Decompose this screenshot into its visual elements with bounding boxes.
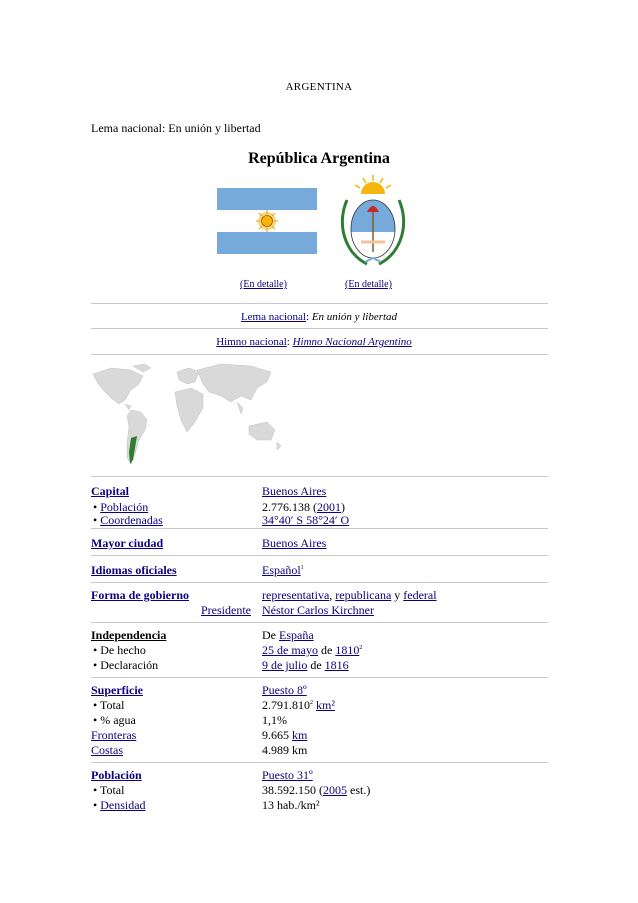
- superficie-total-row: • Total: [93, 698, 125, 712]
- gobierno-comma: ,: [329, 588, 333, 602]
- capital-poblacion-row: • Población: [93, 500, 149, 514]
- fronteras-unit-link[interactable]: km: [292, 728, 308, 742]
- poblacion-total-suffix: est.): [350, 783, 371, 797]
- divider: [91, 354, 548, 355]
- poblacion-total-row: • Total: [93, 783, 125, 797]
- independencia-link[interactable]: España: [279, 628, 314, 642]
- fronteras-label[interactable]: Fronteras: [91, 728, 137, 742]
- coat-of-arms-of-argentina[interactable]: [333, 172, 413, 272]
- world-map-land: [93, 364, 281, 450]
- idiomas-note: 1: [300, 565, 304, 571]
- capital-poblacion-year[interactable]: 2001: [317, 500, 341, 514]
- coat-of-arms-detail-link[interactable]: (En detalle): [345, 279, 392, 290]
- agua-row: • % agua: [93, 713, 136, 727]
- gobierno-value-row: [262, 588, 437, 603]
- fronteras-value: 9.665: [262, 728, 289, 742]
- anthem-label-link[interactable]: Himno nacional: [216, 336, 287, 348]
- anthem-value-link[interactable]: Himno Nacional Argentino: [292, 336, 412, 348]
- infobox-anthem: [0, 336, 628, 348]
- superficie-total-value-row: [262, 698, 335, 713]
- hecho-label: De hecho: [100, 643, 146, 657]
- hecho-value-row: [262, 643, 362, 658]
- divider: [91, 762, 548, 763]
- gobierno-v3[interactable]: federal: [403, 588, 437, 602]
- capital-coords-row: • Coordenadas: [93, 513, 163, 527]
- densidad-value: 13 hab./km²: [262, 798, 320, 812]
- gobierno-and: y: [394, 588, 401, 602]
- capital-coords-value[interactable]: 34°40′ S 58°24′ O: [262, 513, 350, 527]
- superficie-total-label: Total: [99, 698, 125, 712]
- superficie-unit-link[interactable]: km²: [316, 698, 335, 712]
- agua-label: % agua: [100, 713, 136, 727]
- divider: [91, 303, 548, 304]
- motto-label-link[interactable]: Lema nacional: [240, 311, 306, 323]
- flag-stripe-top: [217, 188, 317, 210]
- poblacion-total-year[interactable]: 2005: [323, 783, 347, 797]
- capital-coords-label[interactable]: Coordenadas: [100, 513, 163, 527]
- mayor-ciudad-value[interactable]: Buenos Aires: [262, 536, 327, 550]
- divider: [91, 622, 548, 623]
- mayor-ciudad-label[interactable]: Mayor ciudad: [91, 536, 164, 550]
- hecho-row: • De hecho: [93, 643, 146, 657]
- declaracion-label: Declaración: [100, 658, 159, 672]
- independencia-label: Independencia: [91, 628, 167, 642]
- motto-line: Lema nacional: En unión y libertad: [91, 121, 261, 135]
- superficie-total-note: 2: [310, 700, 313, 706]
- hecho-year[interactable]: 1810: [335, 643, 360, 657]
- capital-poblacion-value-row: 2.776.138 (2001): [262, 500, 345, 514]
- declaracion-de: de: [310, 658, 322, 672]
- infobox-title: República Argentina: [248, 150, 390, 167]
- anthem-separator: :: [286, 336, 290, 348]
- densidad-row: • Densidad: [93, 798, 146, 812]
- flag-detail-link[interactable]: (En detalle): [240, 279, 287, 290]
- declaracion-year[interactable]: 1816: [324, 658, 349, 672]
- independencia-prefix: De: [262, 628, 276, 642]
- world-map-location[interactable]: [91, 360, 286, 468]
- capital-poblacion-label[interactable]: Población: [100, 500, 149, 514]
- poblacion-total-label: Total: [99, 783, 125, 797]
- flag-of-argentina[interactable]: [217, 188, 317, 254]
- divider: [91, 555, 548, 556]
- idiomas-value[interactable]: Español: [262, 563, 301, 577]
- idiomas-label[interactable]: Idiomas oficiales: [91, 563, 177, 577]
- declaracion-date[interactable]: 9 de julio: [262, 658, 308, 672]
- capital-label[interactable]: Capital: [91, 484, 130, 498]
- poblacion-label[interactable]: Población: [91, 768, 142, 782]
- motto-value: En unión y libertad: [311, 311, 398, 323]
- sun-of-may-icon: [256, 210, 278, 232]
- hecho-date[interactable]: 25 de mayo: [262, 643, 318, 657]
- rising-sun-icon: [355, 175, 391, 194]
- hecho-note: 2: [359, 645, 363, 651]
- superficie-value[interactable]: Puesto 8º: [262, 683, 307, 697]
- divider: [91, 528, 548, 529]
- agua-value: 1,1%: [262, 713, 287, 727]
- gobierno-v2[interactable]: republicana: [335, 588, 392, 602]
- fronteras-value-row: [262, 728, 307, 743]
- superficie-label[interactable]: Superficie: [91, 683, 143, 697]
- idiomas-value-row: [262, 563, 304, 578]
- independencia-value-row: [262, 628, 314, 643]
- gobierno-v1[interactable]: representativa: [262, 588, 330, 602]
- capital-poblacion-value: 2.776.138: [262, 500, 310, 514]
- densidad-label[interactable]: Densidad: [100, 798, 146, 812]
- divider: [91, 328, 548, 329]
- motto-separator: :: [306, 311, 310, 323]
- divider: [91, 582, 548, 583]
- declaracion-value-row: [262, 658, 349, 673]
- divider: [91, 476, 548, 477]
- hecho-de: de: [321, 643, 333, 657]
- poblacion-total-value-row: [262, 783, 370, 798]
- presidente-value[interactable]: Néstor Carlos Kirchner: [262, 603, 374, 617]
- costas-value: 4.989 km: [262, 743, 308, 757]
- declaracion-row: • Declaración: [93, 658, 159, 672]
- flag-stripe-bottom: [217, 232, 317, 254]
- presidente-label[interactable]: Presidente: [201, 603, 251, 617]
- document-title: ARGENTINA: [285, 81, 353, 93]
- capital-value[interactable]: Buenos Aires: [262, 484, 327, 498]
- poblacion-total-value: 38.592.150 (: [262, 783, 323, 797]
- divider: [91, 677, 548, 678]
- costas-label[interactable]: Costas: [91, 743, 124, 757]
- poblacion-value[interactable]: Puesto 31º: [262, 768, 313, 782]
- infobox-motto: [0, 311, 638, 323]
- superficie-total-value: 2.791.810: [262, 698, 310, 712]
- gobierno-label[interactable]: Forma de gobierno: [91, 588, 189, 602]
